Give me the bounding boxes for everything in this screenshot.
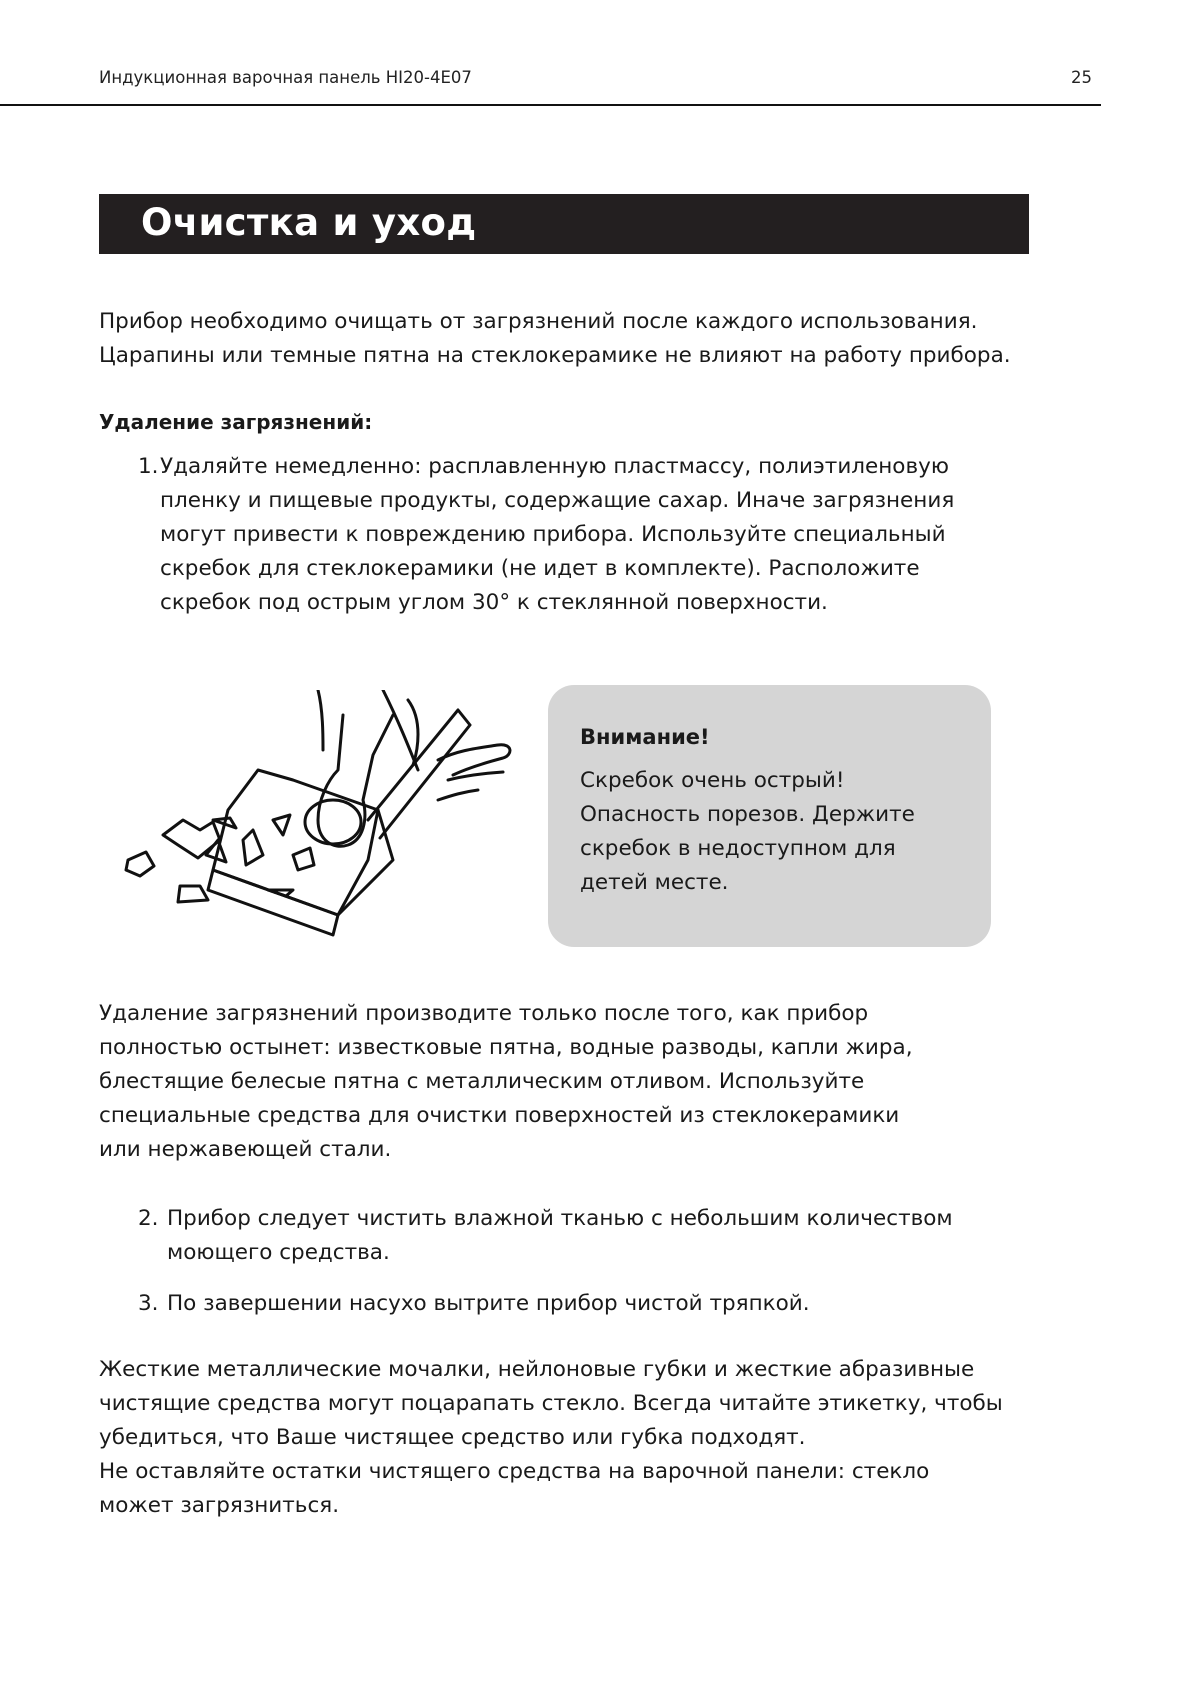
debris xyxy=(293,848,314,870)
paragraph-line: блестящие белесые пятна с металлическим отливом. Используйте xyxy=(99,1069,865,1094)
list-line: могут привести к повреждению прибора. Используйте специальный xyxy=(160,522,946,547)
cooling-paragraph xyxy=(99,997,1099,1167)
warning-line: Опасность порезов. Держите xyxy=(580,802,915,827)
paragraph-line: специальные средства для очистки поверхностей из стеклокерамики xyxy=(99,1103,900,1128)
warning-line: детей месте. xyxy=(580,870,729,895)
paragraph-line: Жесткие металлические мочалки, нейлоновые губки и жесткие абразивные xyxy=(99,1357,975,1382)
paragraph-line: полностью остынет: известковые пятна, водные разводы, капли жира, xyxy=(99,1035,913,1060)
paragraph-line: может загрязниться. xyxy=(99,1493,340,1518)
paragraph-line: Удаление загрязнений производите только после того, как прибор xyxy=(99,1001,869,1026)
list-line: пленку и пищевые продукты, содержащие сахар. Иначе загрязнения xyxy=(160,488,955,513)
debris xyxy=(126,852,154,876)
scraper-front-face xyxy=(208,870,338,935)
list-item-2 xyxy=(138,1202,1018,1270)
paragraph-line: или нержавеющей стали. xyxy=(99,1137,392,1162)
debris xyxy=(243,830,263,865)
scraper-illustration xyxy=(118,690,528,980)
paragraph-line: убедиться, что Ваше чистящее средство или губка подходят. xyxy=(99,1425,806,1450)
warning-text xyxy=(580,764,980,900)
list-item-3 xyxy=(138,1287,1018,1321)
debris xyxy=(268,890,293,896)
list-line: моющего средства. xyxy=(167,1240,390,1265)
paragraph-line: чистящие средства могут поцарапать стекло. Всегда читайте этикетку, чтобы xyxy=(99,1391,1003,1416)
debris xyxy=(273,815,290,835)
page-number: 25 xyxy=(1071,68,1092,87)
warning-title: Внимание! xyxy=(580,725,710,749)
list-line: скребок для стеклокерамики (не идет в комплекте). Расположите xyxy=(160,556,920,581)
running-header-title: Индукционная варочная панель HI20-4E07 xyxy=(99,68,472,87)
wrist xyxy=(318,690,418,770)
list-number: 1. xyxy=(138,454,159,479)
warning-line: Скребок очень острый! xyxy=(580,768,845,793)
list-line: скребок под острым углом 30° к стеклянной поверхности. xyxy=(160,590,828,615)
paragraph-line: Не оставляйте остатки чистящего средства на варочной панели: стекло xyxy=(99,1459,930,1484)
section-title: Очистка и уход xyxy=(141,201,477,244)
intro-line: Царапины или темные пятна на стеклокерамике не влияют на работу прибора. xyxy=(99,343,1011,368)
list-item-1 xyxy=(138,450,1018,620)
section-banner xyxy=(99,194,1029,254)
list-line: Прибор следует чистить влажной тканью с небольшим количеством xyxy=(167,1206,953,1231)
intro-line: Прибор необходимо очищать от загрязнений после каждого использования. xyxy=(99,309,978,334)
debris xyxy=(178,886,208,902)
list-number: 3. xyxy=(138,1291,159,1316)
thumb-pad xyxy=(305,800,361,844)
list-text xyxy=(138,450,1018,620)
debris xyxy=(163,820,220,858)
list-number: 2. xyxy=(138,1206,159,1231)
list-line: По завершении насухо вытрите прибор чистой тряпкой. xyxy=(167,1291,810,1316)
list-line: Удаляйте немедленно: расплавленную пластмассу, полиэтиленовую xyxy=(160,454,949,479)
debris xyxy=(206,840,226,862)
list-text xyxy=(138,1202,1018,1270)
intro-paragraph xyxy=(99,305,1099,373)
subheading: Удаление загрязнений: xyxy=(99,410,373,434)
warning-line: скребок в недоступном для xyxy=(580,836,896,861)
list-text xyxy=(138,1287,1018,1321)
abrasives-paragraph xyxy=(99,1353,1099,1523)
header-rule xyxy=(0,104,1101,106)
warning-box xyxy=(548,685,991,947)
